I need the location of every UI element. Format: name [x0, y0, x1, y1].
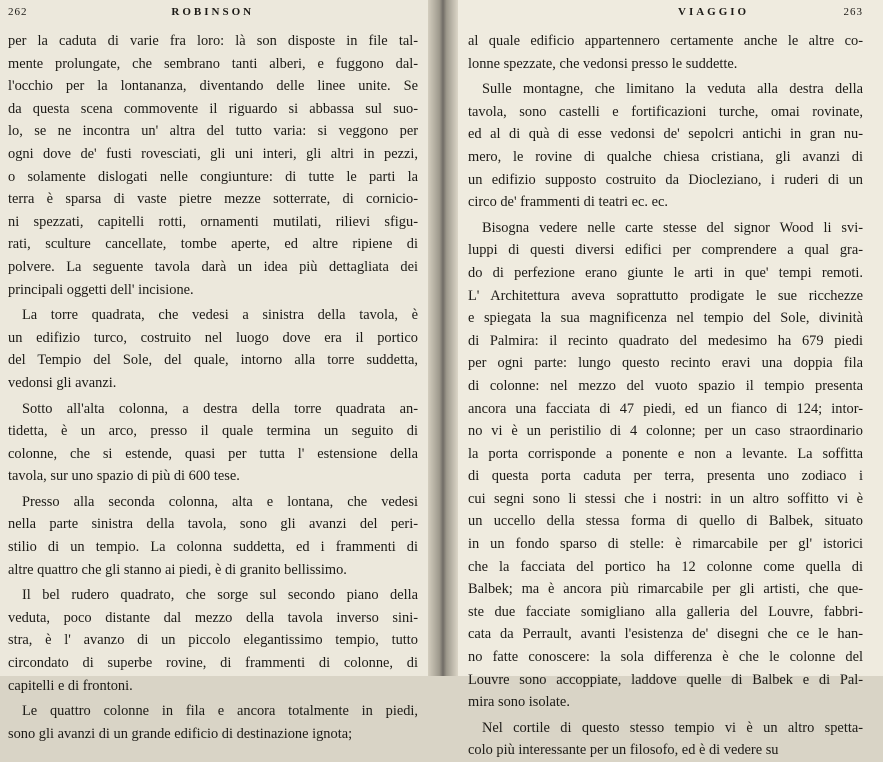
book-gutter [428, 0, 458, 676]
right-page-text [468, 30, 863, 762]
text-line: in un fondo sparso di stelle: è rimarcabile per gl' istorici [468, 536, 863, 553]
text-line: Presso alla seconda colonna, alta e lontana, che vedesi [22, 493, 418, 510]
paragraph [468, 717, 863, 762]
text-line: stra, è l' avanzo di un piccolo elegantissimo tempio, tutto [8, 632, 418, 649]
left-page [0, 0, 432, 742]
text-line: per la caduta di varie fra loro: là son disposte in file tal- [8, 33, 418, 49]
text-line: principali oggetti dell' incisione. [8, 281, 194, 298]
text-line: sono gli avanzi di un grande edificio di destinazione ignota; [8, 725, 353, 742]
text-line: luppi di questi diversi edifici per comprendere a qual gra- [468, 242, 863, 259]
text-line: o solamente dislogati nelle congiunture: di tutte le parti la [8, 168, 418, 185]
left-page-number: 262 [8, 6, 28, 18]
text-line: che la facciata del portico ha 12 colonne come quella di [468, 558, 863, 575]
text-line: Sulle montagne, che limitano la veduta alla destra della [482, 81, 863, 98]
text-line: polvere. La seguente tavola darà un idea più dettagliata dei [8, 258, 418, 275]
text-line: lo, se ne incontra un' altra del tutto varia: si veggono per [8, 123, 418, 140]
text-line: di questa porta caduta per terra, presenta uno zodiaco i [468, 468, 863, 485]
text-line: capitelli e di frontoni. [8, 677, 133, 694]
text-line: per ogni parte: lungo questo recinto eravi una doppia fila [468, 355, 863, 372]
paragraph [8, 700, 418, 745]
text-line: La torre quadrata, che vedesi a sinistra della tavola, è [22, 307, 418, 324]
text-line: stilio di un tempio. La colonna suddetta, ed i frammenti di [8, 539, 418, 556]
text-line: un edifizio supposto costruito da Diocleziano, i ruderi di un [468, 171, 863, 188]
text-line: ed al di quà di esse vedonsi de' sepolcri antichi in gran nu- [468, 126, 863, 143]
text-line: un edifizio turco, costruito nel luogo dove era il portico [8, 329, 418, 346]
text-line: di Palmira: il recinto quadrato del medesimo ha 679 piedi [468, 332, 863, 349]
paragraph [8, 491, 418, 581]
text-line: Nel cortile di questo stesso tempio vi è un altro spetta- [482, 719, 863, 736]
right-page [432, 0, 883, 759]
text-line: cata da Perrault, avanti l'esistenza de' disegni che ce le han- [468, 626, 863, 643]
text-line: mira sono isolate. [468, 694, 570, 711]
text-line: cui segni sono li stessi che i nostri: in un altro soffitto vi è [468, 490, 863, 507]
text-line: al quale edificio appartennero certamente anche le altre co- [468, 33, 863, 49]
text-line: vedonsi gli avanzi. [8, 374, 117, 391]
text-line: la porta corrisponde a ponente e non a levante. La soffitta [468, 445, 863, 462]
paragraph [468, 30, 863, 75]
paragraph [8, 304, 418, 394]
text-line: Louvre sono accoppiate, laddove quelle di Balbek e di Pal- [468, 671, 863, 688]
right-page-number: 263 [843, 6, 863, 18]
text-line: ogni dove de' fusti rovesciati, gli uni interi, gli altri in pezzi, [8, 145, 418, 162]
left-page-text [8, 30, 418, 745]
text-line: l'occhio per la lontananza, diventando delle linee unite. Se [8, 78, 418, 95]
text-line: mente prolungate, che sembrano tanti alberi, e fuggono dal- [8, 55, 418, 72]
text-line: circo de' frammenti di teatri ec. ec. [468, 194, 668, 211]
text-line: no vi è un peristilio di 4 colonne; per un caso straordinario [468, 423, 863, 440]
text-line: L' Architettura aveva soprattutto prodigate le sue ricchezze [468, 287, 863, 304]
text-line: nella parte sinistra della tavola, sono gli avanzi del peri- [8, 516, 418, 533]
text-line: do di perfezione erano giunte le arti in que' tempi remoti. [468, 264, 863, 281]
text-line: Il bel rudero quadrato, che sorge sul secondo piano della [22, 587, 418, 604]
text-line: e spiegata la sua magnificenza nel tempio del Sole, divinità [468, 310, 863, 327]
text-line: Sotto all'alta colonna, a destra della torre quadrata an- [22, 400, 418, 417]
text-line: del Tempio del Sole, del quale, intorno alla torre suddetta, [8, 352, 418, 369]
text-line: Bisogna vedere nelle carte stesse del signor Wood li svi- [482, 219, 863, 236]
text-line: colonne, che si estende, quasi per tutta l' estensione della [8, 445, 418, 462]
text-line: no fatte conoscere: la sola differenza è che le colonne del [468, 649, 863, 666]
paragraph [468, 78, 863, 214]
text-line: rati, sculture cancellate, tombe aperte, ed altre ripiene di [8, 236, 418, 253]
text-line: di colonne: nel mezzo del vuoto spazio il tempio presenta [468, 377, 863, 394]
left-page-header [8, 6, 418, 24]
text-line: un uccello della stessa forma di quello di Balbek, situato [468, 513, 863, 530]
right-page-header [468, 6, 863, 24]
text-line: circondato di superbe rovine, di frammenti di colonne, di [8, 655, 418, 672]
text-line: tavola, sono castelli e fortificazioni turche, omai rovinate, [468, 103, 863, 120]
text-line: tavola, sur uno spazio di più di 600 tese. [8, 468, 240, 485]
text-line: ni spezzati, capitelli rotti, ornamenti mutilati, rilievi sfigu- [8, 213, 418, 230]
text-line: veduta, poco distante dal mezzo della tavola inverso sini- [8, 609, 418, 626]
text-line: altre quattro che gli stanno ai piedi, è di granito bellissimo. [8, 561, 347, 578]
paragraph [8, 30, 418, 301]
text-line: Balbek; ma è ancora più rimarcabile per gli artisti, che que- [468, 581, 863, 598]
text-line: Le quattro colonne in fila e ancora totalmente in piedi, [22, 703, 418, 720]
paragraph [8, 398, 418, 488]
text-line: ancora una facciata di 47 piedi, ed un fianco di 124; intor- [468, 400, 863, 417]
text-line: mero, le rovine di qualche chiesa cristiana, gli avanzi di [468, 148, 863, 165]
paragraph [468, 217, 863, 714]
text-line: terra è sparsa di vaste pietre mezze sotterrate, di cornicio- [8, 191, 418, 208]
text-line: ste due facciate somigliano alla galleria del Louvre, fabbri- [468, 603, 863, 620]
right-running-title: VIAGGIO [678, 6, 750, 18]
left-running-title: ROBINSON [171, 6, 255, 18]
text-line: colo più interessante per un filosofo, ed è di vedere su [468, 742, 779, 759]
text-line: tidetta, è un arco, presso il quale termina un seguito di [8, 423, 418, 440]
text-line: da questa scena commovente il riguardo si abbassa sul suo- [8, 100, 418, 117]
paragraph [8, 584, 418, 697]
text-line: lonne spezzate, che vedonsi presso le suddette. [468, 55, 738, 72]
